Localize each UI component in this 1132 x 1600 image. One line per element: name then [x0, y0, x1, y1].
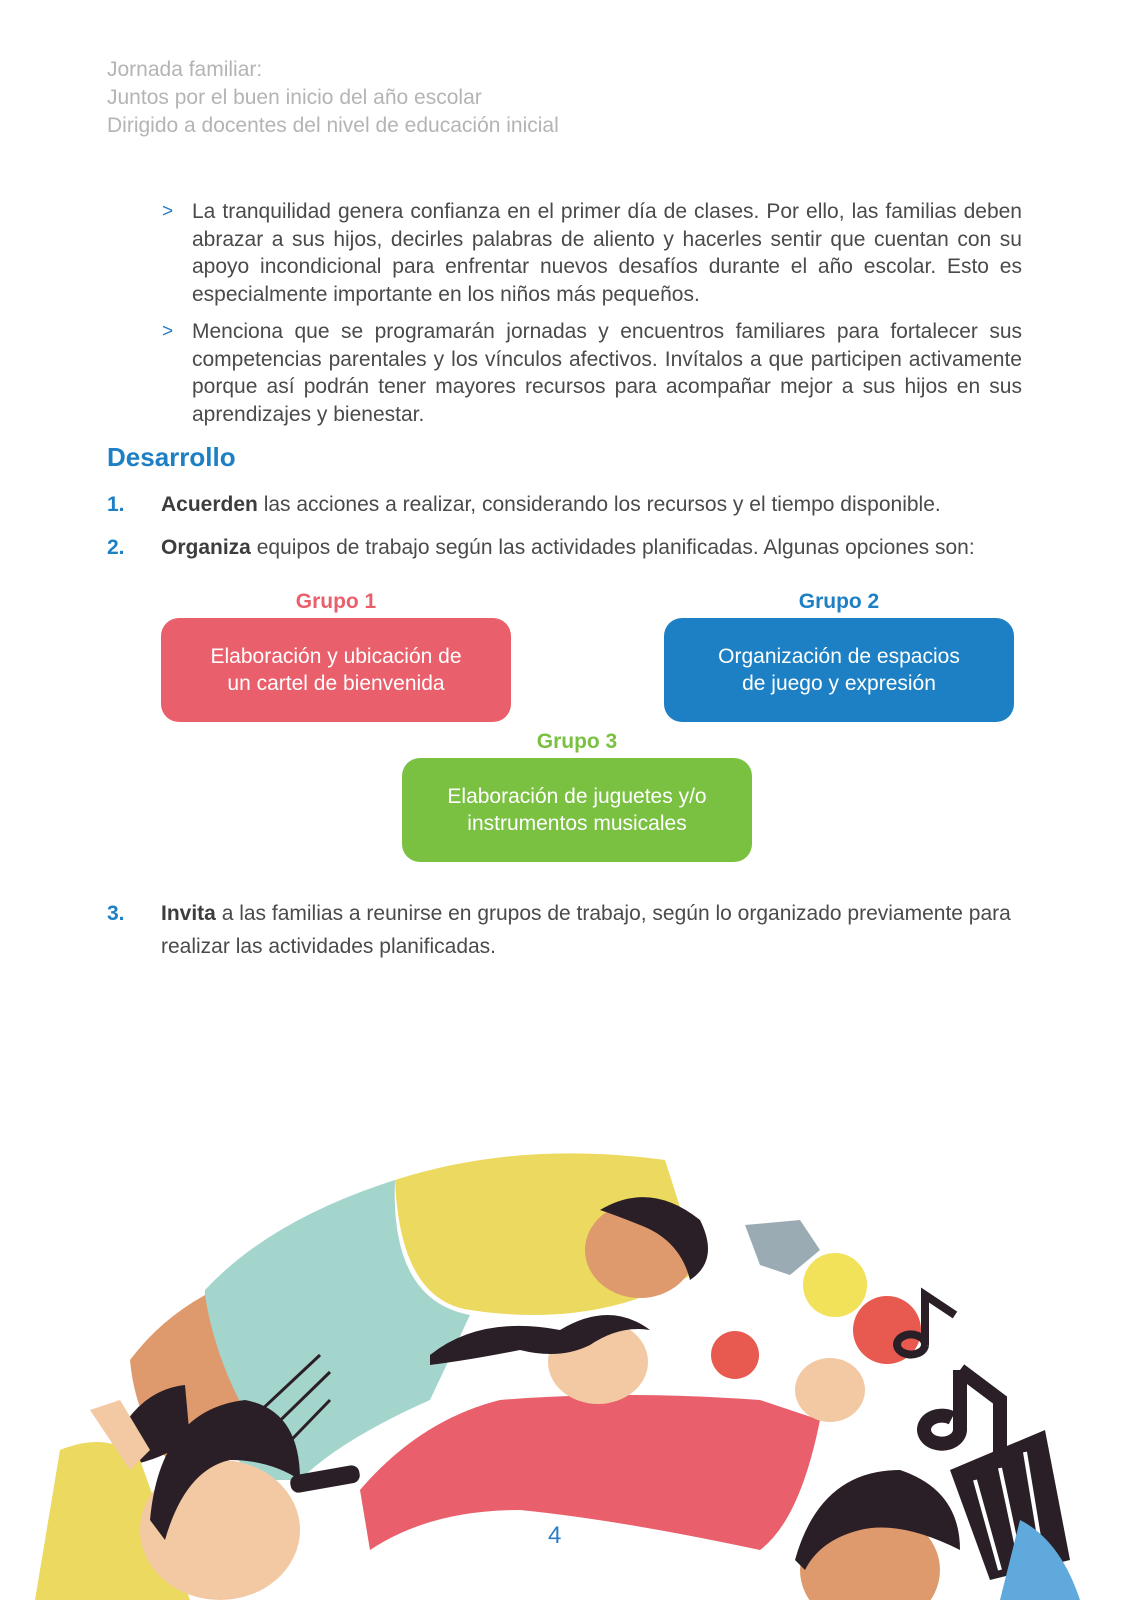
- header-line-2: Juntos por el buen inicio del año escolar: [107, 86, 482, 109]
- step-text: las acciones a realizar, considerando los recursos y el tiempo disponible.: [257, 493, 941, 516]
- group-1-line-1: Elaboración y ubicación de: [210, 645, 462, 668]
- group-3-box: [402, 758, 752, 862]
- group-3-line-1: Elaboración de juguetes y/o: [447, 785, 707, 808]
- group-1-line-2: un cartel de bienvenida: [227, 672, 445, 695]
- yellow-ball: [803, 1253, 867, 1317]
- step-item: [107, 531, 1022, 564]
- step-keyword: Acuerden: [161, 493, 258, 516]
- step-text: a las familias a reunirse en grupos de trabajo, según lo organizado previamente para realizar las actividades planificadas.: [161, 902, 1011, 958]
- step-keyword: Invita: [161, 902, 216, 925]
- step-item: [107, 488, 1022, 521]
- group-2-label: Grupo 2: [798, 590, 880, 613]
- section-title: Desarrollo: [107, 442, 236, 472]
- page-number: 4: [548, 1522, 562, 1549]
- group-3-label: Grupo 3: [536, 730, 618, 753]
- group-2-line-2: de juego y expresión: [742, 672, 936, 695]
- family-illustration: [0, 1100, 1132, 1600]
- group-2-box: [664, 618, 1014, 722]
- chevron-right-icon: >: [162, 321, 174, 342]
- step-number: 1.: [107, 493, 125, 516]
- bullet-item: [162, 318, 1022, 428]
- group-1-label: Grupo 1: [295, 590, 377, 613]
- group-2-line-1: Organización de espacios: [718, 645, 960, 668]
- bullet-item: [162, 198, 1022, 308]
- chevron-right-icon: >: [162, 201, 174, 222]
- step-keyword: Organiza: [161, 536, 251, 559]
- bullet-text: La tranquilidad genera confianza en el primer día de clases. Por ello, las familias deben abrazar a sus hijos, decirles palabras de aliento y hacerles sentir que cuentan con su apoyo incondicional para enfrentar nuevos desafíos durante el año escolar. Esto es especialmente importante en los niños más pequeños.: [192, 200, 1022, 306]
- maraca-2: [711, 1331, 759, 1379]
- bullet-list: [162, 198, 1022, 438]
- header-line-3: Dirigido a docentes del nivel de educación inicial: [107, 114, 559, 137]
- step-number: 3.: [107, 902, 125, 925]
- music-note-icon: [924, 1370, 1000, 1460]
- pink-dress-shape: [360, 1395, 820, 1550]
- document-header: [107, 56, 559, 140]
- child-hand: [795, 1358, 865, 1422]
- step-number: 2.: [107, 536, 125, 559]
- bullet-text: Menciona que se programarán jornadas y encuentros familiares para fortalecer sus competencias parentales y los vínculos afectivos. Invítalos a que participen activamente porque así podrán tener mayores recursos para acompañar mejor a sus hijos en sus aprendizajes y bienestar.: [192, 320, 1022, 426]
- header-line-1: Jornada familiar:: [107, 58, 263, 81]
- step-text: equipos de trabajo según las actividades planificadas. Algunas opciones son:: [250, 536, 975, 559]
- step-item: [107, 897, 1022, 963]
- group-3-line-2: instrumentos musicales: [467, 812, 687, 835]
- group-1-box: [161, 618, 511, 722]
